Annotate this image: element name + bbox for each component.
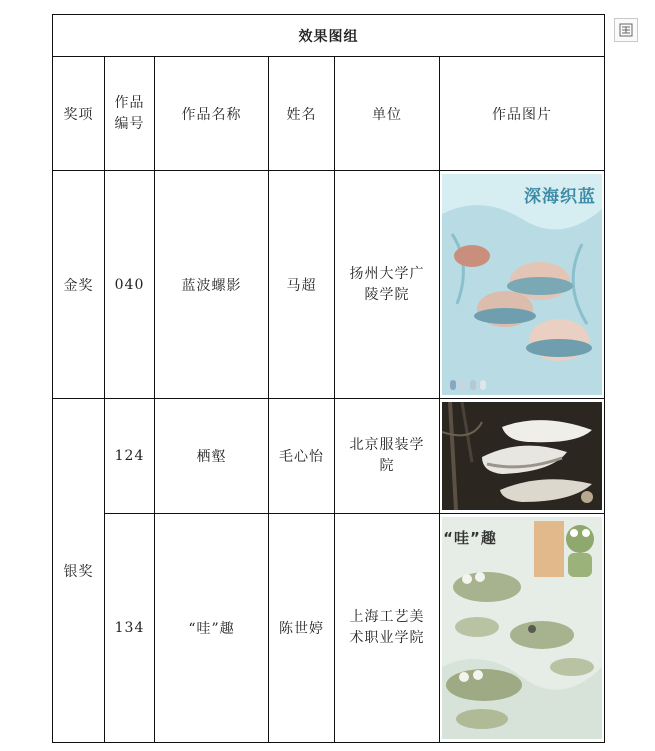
dark-slippers-image bbox=[442, 402, 602, 510]
header-image: 作品图片 bbox=[440, 57, 605, 171]
name-cell: 马超 bbox=[269, 171, 335, 399]
unit-cell: 扬州大学广陵学院 bbox=[335, 171, 440, 399]
work-name-cell: 蓝波螺影 bbox=[155, 171, 269, 399]
image-cell bbox=[440, 514, 605, 743]
table-row bbox=[53, 171, 605, 399]
unit-cell: 北京服装学院 bbox=[335, 399, 440, 514]
award-cell: 银奖 bbox=[53, 399, 105, 743]
awards-table bbox=[52, 14, 605, 743]
name-cell: 陈世婷 bbox=[269, 514, 335, 743]
header-unit: 单位 bbox=[335, 57, 440, 171]
header-name: 姓名 bbox=[269, 57, 335, 171]
unit-cell: 上海工艺美术职业学院 bbox=[335, 514, 440, 743]
shell-slippers-image bbox=[442, 174, 602, 395]
work-no-cell: 124 bbox=[105, 399, 155, 514]
work-no-cell: 040 bbox=[105, 171, 155, 399]
header-work-no: 作品编号 bbox=[105, 57, 155, 171]
work-name-cell: 栖壑 bbox=[155, 399, 269, 514]
table-row bbox=[53, 399, 605, 514]
poster-title: “哇”趣 bbox=[443, 529, 497, 547]
table-title: 效果图组 bbox=[53, 15, 605, 57]
image-view-button[interactable] bbox=[614, 18, 638, 42]
image-cell bbox=[440, 171, 605, 399]
name-cell: 毛心怡 bbox=[269, 399, 335, 514]
award-cell: 金奖 bbox=[53, 171, 105, 399]
table-row bbox=[53, 514, 605, 743]
header-award: 奖项 bbox=[53, 57, 105, 171]
image-cell bbox=[440, 399, 605, 514]
work-name-cell: “哇”趣 bbox=[155, 514, 269, 743]
work-no-cell: 134 bbox=[105, 514, 155, 743]
frog-slippers-image bbox=[442, 517, 602, 739]
poster-title: 深海织蓝 bbox=[524, 187, 596, 207]
header-work-name: 作品名称 bbox=[155, 57, 269, 171]
frame-image-icon bbox=[619, 23, 633, 37]
